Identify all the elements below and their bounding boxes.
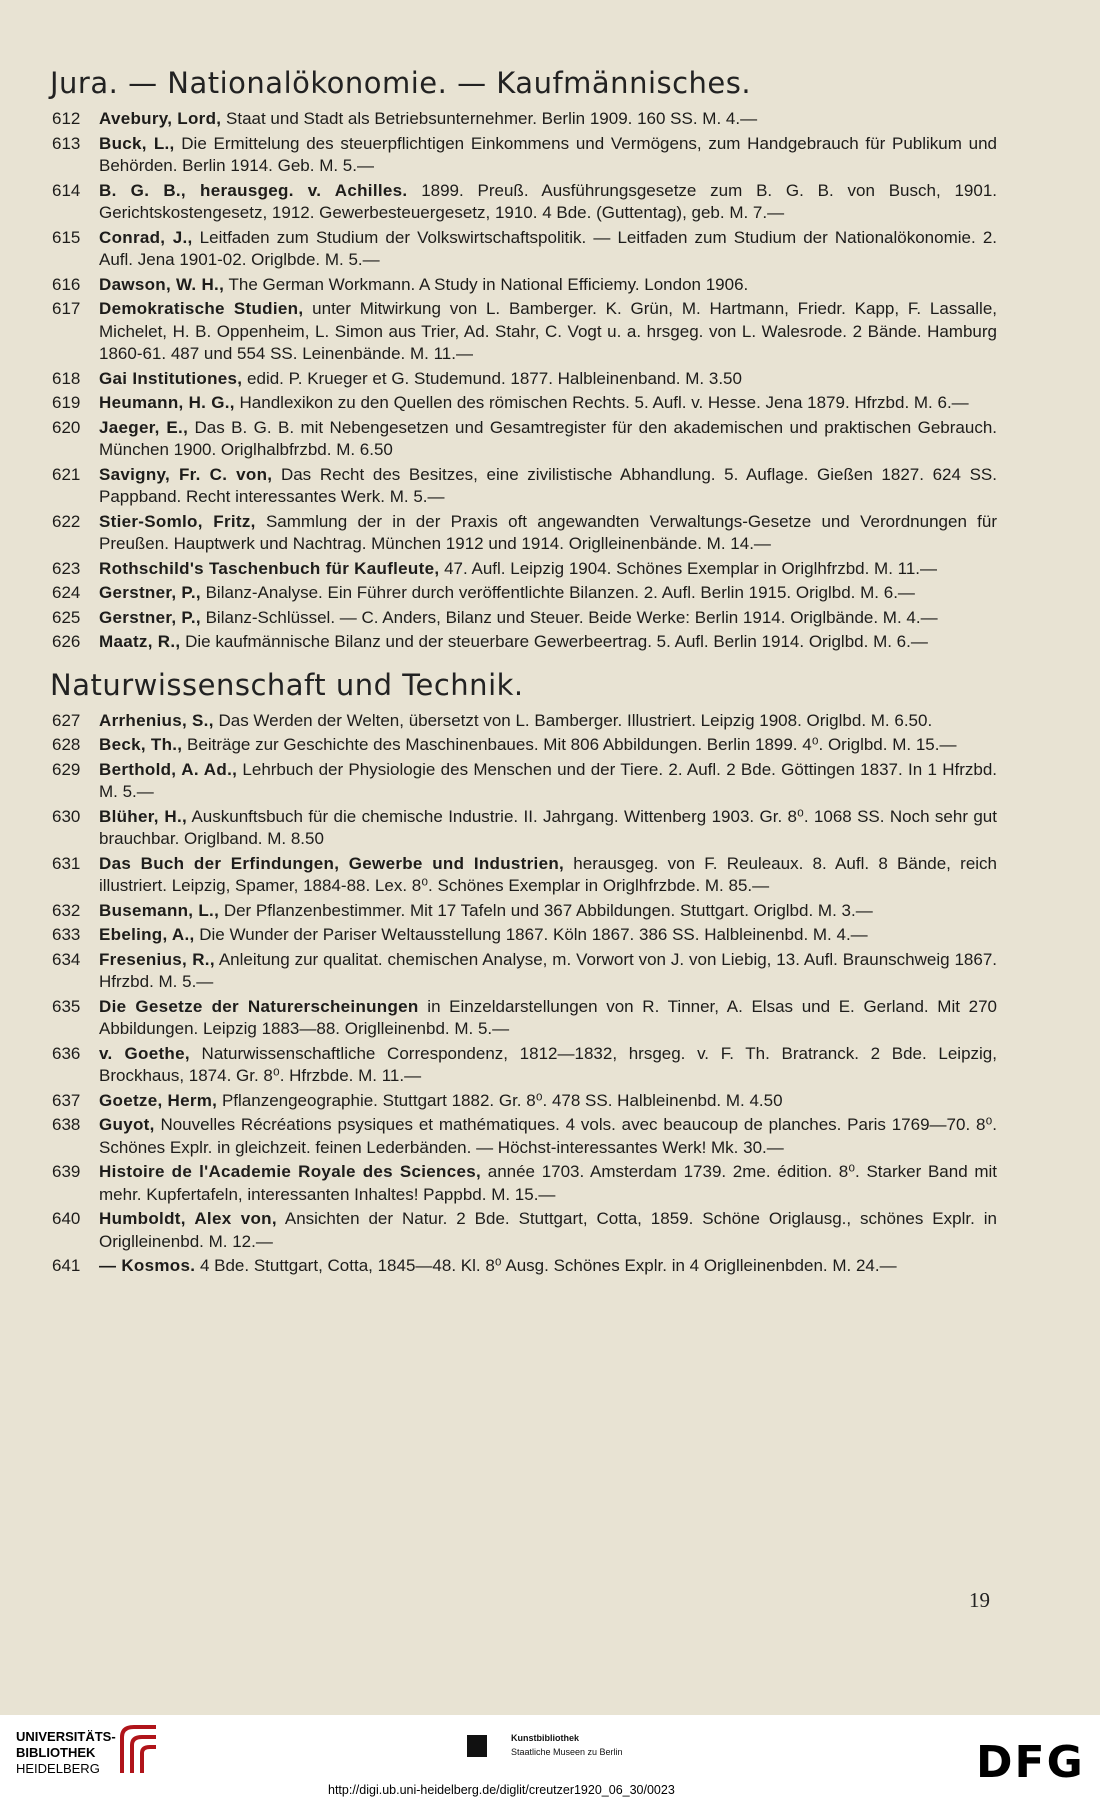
kb-line: Kunstbibliothek: [511, 1733, 579, 1743]
entry-description: in Einzeldarstellungen von R. Tinner, A. Elsas und E. Gerland. Mit 270 Abbildungen. Leipzig 1883—88. Origlleinenbd. M. 5.—: [99, 996, 998, 1038]
catalog-entry: [52, 949, 997, 994]
entry-number: 634: [52, 949, 81, 969]
catalog-entry: [52, 180, 997, 225]
entry-number: 629: [52, 759, 81, 779]
entry-description: Das Werden der Welten, übersetzt von L. Bamberger. Illustriert. Leipzig 1908. Origlbd. M. 6.50.: [213, 710, 933, 730]
entry-text: [99, 392, 997, 415]
entry-author: Heumann, H. G.,: [99, 393, 235, 412]
catalog-entry: [52, 368, 997, 391]
entry-description: Das B. G. B. mit Nebengesetzen und Gesamtregister für den akademischen und praktischen Gebrauch. München 1900. Origlhalbfrzbd. M. 6.50: [99, 417, 997, 459]
source-url[interactable]: http://digi.ub.uni-heidelberg.de/diglit/creutzer1920_06_30/0023: [328, 1783, 675, 1797]
entry-description: Staat und Stadt als Betriebsunternehmer. Berlin 1909. 160 SS. M. 4.—: [221, 109, 758, 128]
entry-author: Fresenius, R.,: [99, 949, 215, 969]
catalog-entry: [52, 392, 997, 415]
kunstbibliothek-mark-icon: [467, 1735, 487, 1757]
entry-author: Histoire de l'Academie Royale des Sciences,: [99, 1162, 482, 1181]
entry-description: 47. Aufl. Leipzig 1904. Schönes Exemplar in Origlhfrzbd. M. 11.—: [439, 558, 938, 578]
entry-number: 615: [52, 227, 81, 247]
entry-description: 1899. Preuß. Ausführungsgesetze zum B. G. B. von Busch, 1901. Gerichtskostengesetz, 1912. Gewerbesteuergesetz, 1910. 4 Bde. (Guttentag), geb. M. 7.—: [99, 180, 997, 222]
entry-author: Blüher, H.,: [99, 806, 188, 826]
catalog-entry: [52, 1255, 997, 1278]
entry-number: 612: [52, 109, 81, 128]
entry-author: Gerstner, P.,: [99, 607, 201, 627]
entry-description: herausgeg. von F. Reuleaux. 8. Aufl. 8 Bände, reich illustriert. Leipzig, Spamer, 1884-88. Lex. 8⁰. Schönes Exemplar in Origlhfrzbde. M. 85.—: [99, 853, 998, 895]
entry-text: [99, 368, 997, 391]
kb-line: Staatliche Museen zu Berlin: [511, 1747, 623, 1757]
entry-author: Humboldt, Alex von,: [99, 1209, 277, 1228]
entry-description: unter Mitwirkung von L. Bamberger. K. Grün, M. Hartmann, Friedr. Kapp, F. Lassalle, Michelet, H. B. Oppenheim, L. Simon aus Trier, Ad. Stahr, C. Vogt u. a. hrsgeg. von L. Walesrode. 2 Bände. Hamburg 1860-61. 487 und 554 SS. Leinenbände. M. 11.—: [99, 299, 998, 363]
catalog-entry: [52, 924, 997, 947]
entry-description: Die Ermittelung des steuerpflichtigen Einkommens und Vermögens, zum Handgebrauch für Publikum und Behörden. Berlin 1914. Geb. M. 5.—: [99, 133, 997, 175]
entry-text: [99, 853, 997, 898]
entry-description: Die kaufmännische Bilanz und der steuerbare Gewerbeertrag. 5. Aufl. Berlin 1914. Origlbd. M. 6.—: [180, 632, 928, 651]
entry-number: 627: [52, 710, 81, 730]
entry-author: Jaeger, E.,: [99, 417, 189, 437]
ub-emblem-icon: [116, 1723, 160, 1775]
dfg-logo: DFG: [976, 1737, 1085, 1788]
entry-text: [99, 734, 997, 757]
catalog-entry: [52, 1161, 997, 1206]
entry-text: [99, 464, 997, 509]
entry-author: Savigny, Fr. C. von,: [99, 464, 273, 484]
entry-author: Maatz, R.,: [99, 632, 181, 651]
entry-description: Das Recht des Besitzes, eine zivilistische Abhandlung. 5. Auflage. Gießen 1827. 624 SS. Pappband. Recht interessantes Werk. M. 5.—: [99, 464, 997, 506]
entry-author: Beck, Th.,: [99, 735, 183, 754]
entry-description: Naturwissenschaftliche Correspondenz, 1812—1832, hrsgeg. v. F. Th. Bratranck. 2 Bde. Leipzig, Brockhaus, 1874. Gr. 8⁰. Hfrzbde. M. 11.—: [99, 1043, 997, 1085]
ub-line: BIBLIOTHEK: [16, 1745, 96, 1760]
entry-author: Guyot,: [99, 1115, 155, 1134]
entry-number: 628: [52, 735, 81, 754]
entry-text: [99, 274, 997, 297]
entry-description: Anleitung zur qualitat. chemischen Analyse, m. Vorwort von J. von Liebig, 13. Aufl. Braunschweig 1867. Hfrzbd. M. 5.—: [99, 949, 997, 991]
entry-text: [99, 806, 997, 851]
entry-number: 613: [52, 133, 81, 153]
catalog-entry: [52, 900, 997, 923]
entry-description: Handlexikon zu den Quellen des römischen Rechts. 5. Aufl. v. Hesse. Jena 1879. Hfrzbd. M. 6.—: [234, 393, 969, 412]
entry-list: [52, 710, 997, 1278]
entry-description: Auskunftsbuch für die chemische Industrie. II. Jahrgang. Wittenberg 1903. Gr. 8⁰. 1068 SS. Noch sehr gut brauchbar. Origlband. M. 8.50: [99, 806, 997, 848]
entry-author: Das Buch der Erfindungen, Gewerbe und Industrien,: [99, 853, 565, 873]
catalog-entry: [52, 511, 997, 556]
catalog-entry: [52, 274, 997, 297]
ub-line: HEIDELBERG: [16, 1761, 100, 1776]
entry-author: Avebury, Lord,: [99, 109, 222, 128]
entry-number: 619: [52, 393, 81, 412]
entry-text: [99, 558, 997, 581]
entry-description: Ansichten der Natur. 2 Bde. Stuttgart, Cotta, 1859. Schöne Origlausg., schönes Explr. in Origlleinenbd. M. 12.—: [99, 1209, 997, 1251]
entry-text: [99, 631, 997, 654]
entry-number: 621: [52, 464, 81, 484]
entry-text: [99, 924, 997, 947]
catalog-entry: [52, 464, 997, 509]
entry-number: 625: [52, 607, 81, 627]
entry-text: [99, 511, 997, 556]
catalog-entry: [52, 417, 997, 462]
catalog-entry: [52, 759, 997, 804]
catalog-entry: [52, 631, 997, 654]
entry-description: 4 Bde. Stuttgart, Cotta, 1845—48. Kl. 8⁰ Ausg. Schönes Explr. in 4 Origlleinenbden. M. 24.—: [195, 1256, 897, 1275]
entry-description: Pflanzengeographie. Stuttgart 1882. Gr. 8⁰. 478 SS. Halbleinenbd. M. 4.50: [217, 1090, 783, 1110]
entry-description: The German Workmann. A Study in National Efficiemy. London 1906.: [224, 274, 749, 294]
entry-text: [99, 417, 997, 462]
catalog-entry: [52, 710, 997, 733]
entry-text: [99, 607, 997, 630]
entry-author: Gai Institutiones,: [99, 368, 243, 388]
section-law-economics: [52, 66, 997, 654]
entry-text: [99, 1090, 997, 1113]
entry-author: Arrhenius, S.,: [99, 710, 214, 730]
entry-author: B. G. B., herausgeg. v. Achilles.: [99, 180, 408, 200]
catalog-entry: [52, 1208, 997, 1253]
entry-text: [99, 1255, 997, 1278]
entry-text: [99, 900, 997, 923]
entry-text: [99, 710, 997, 733]
catalog-entry: [52, 582, 997, 605]
entry-text: [99, 759, 997, 804]
entry-text: [99, 180, 997, 225]
entry-author: Conrad, J.,: [99, 227, 193, 247]
entry-author: — Kosmos.: [99, 1256, 196, 1275]
entry-number: 641: [52, 1256, 81, 1275]
catalog-entry: [52, 133, 997, 178]
entry-number: 624: [52, 583, 81, 602]
catalog-entry: [52, 607, 997, 630]
entry-number: 631: [52, 853, 81, 873]
entry-number: 633: [52, 925, 81, 944]
entry-number: 630: [52, 806, 81, 826]
entry-number: 618: [52, 368, 81, 388]
catalog-entry: [52, 1090, 997, 1113]
entry-author: Stier-Somlo, Fritz,: [99, 511, 256, 531]
entry-description: Beiträge zur Geschichte des Maschinenbaues. Mit 806 Abbildungen. Berlin 1899. 4⁰. Origlbd. M. 15.—: [182, 735, 957, 754]
entry-description: edid. P. Krueger et G. Studemund. 1877. Halbleinenband. M. 3.50: [242, 368, 742, 388]
entry-text: [99, 1114, 997, 1159]
catalog-entry: [52, 734, 997, 757]
entry-author: v. Goethe,: [99, 1043, 190, 1063]
entry-text: [99, 227, 997, 272]
entry-number: 636: [52, 1043, 81, 1063]
entry-description: Der Pflanzenbestimmer. Mit 17 Tafeln und 367 Abbildungen. Stuttgart. Origlbd. M. 3.—: [219, 900, 873, 920]
entry-text: [99, 1161, 997, 1206]
entry-description: Die Wunder der Pariser Weltausstellung 1867. Köln 1867. 386 SS. Halbleinenbd. M. 4.—: [194, 925, 868, 944]
entry-text: [99, 949, 997, 994]
catalog-entry: [52, 1114, 997, 1159]
entry-author: Ebeling, A.,: [99, 925, 195, 944]
entry-author: Buck, L.,: [99, 133, 175, 153]
catalog-content: [52, 66, 997, 1280]
entry-author: Gerstner, P.,: [99, 583, 201, 602]
entry-author: Goetze, Herm,: [99, 1090, 218, 1110]
footer-bar: [0, 1715, 1100, 1802]
catalog-entry: [52, 853, 997, 898]
entry-author: Busemann, L.,: [99, 900, 220, 920]
entry-description: Sammlung der in der Praxis oft angewandten Verwaltungs-Gesetze und Verordnungen für Preußen. Hauptwerk und Nachtrag. München 1912 und 1914. Origlleinenbände. M. 14.—: [99, 511, 997, 553]
catalog-entry: [52, 298, 997, 366]
entry-author: Rothschild's Taschenbuch für Kaufleute,: [99, 558, 440, 578]
entry-number: 620: [52, 417, 81, 437]
entry-description: Bilanz-Schlüssel. — C. Anders, Bilanz und Steuer. Beide Werke: Berlin 1914. Origlbände. M. 4.—: [200, 607, 938, 627]
ub-heidelberg-logo: [16, 1729, 116, 1777]
entry-number: 635: [52, 996, 81, 1016]
entry-list: [52, 108, 997, 654]
entry-text: [99, 996, 997, 1041]
kunstbibliothek-text: [511, 1731, 623, 1759]
catalog-entry: [52, 558, 997, 581]
entry-description: année 1703. Amsterdam 1739. 2me. édition. 8⁰. Starker Band mit mehr. Kupfertafeln, interessanten Inhaltes! Pappbd. M. 15.—: [99, 1162, 998, 1204]
entry-number: 616: [52, 274, 81, 294]
entry-author: Berthold, A. Ad.,: [99, 759, 238, 779]
entry-number: 626: [52, 632, 81, 651]
entry-text: [99, 582, 997, 605]
catalog-entry: [52, 1043, 997, 1088]
entry-author: Die Gesetze der Naturerscheinungen: [99, 996, 419, 1016]
entry-text: [99, 298, 997, 366]
entry-number: 614: [52, 180, 81, 200]
entry-description: Leitfaden zum Studium der Volkswirtschaftspolitik. — Leitfaden zum Studium der Nationalökonomie. 2. Aufl. Jena 1901-02. Origlbde. M. 5.—: [99, 227, 997, 269]
entry-description: Bilanz-Analyse. Ein Führer durch veröffentlichte Bilanzen. 2. Aufl. Berlin 1915. Origlbd. M. 6.—: [200, 583, 915, 602]
entry-number: 623: [52, 558, 81, 578]
entry-description: Nouvelles Récréations psysiques et mathématiques. 4 vols. avec beaucoup de planches. Paris 1769—70. 8⁰. Schönes Explr. in gleichzeit. feinen Lederbänden. — Höchst-interessantes Werk! Mk. 30.—: [99, 1115, 997, 1157]
entry-number: 639: [52, 1162, 81, 1181]
entry-text: [99, 108, 997, 131]
section-title: Naturwissenschaft und Technik.: [50, 667, 524, 702]
catalog-entry: [52, 227, 997, 272]
catalog-entry: [52, 108, 997, 131]
section-science-technology: [52, 668, 997, 1278]
entry-text: [99, 1208, 997, 1253]
catalog-entry: [52, 806, 997, 851]
entry-number: 622: [52, 511, 81, 531]
entry-description: Lehrbuch der Physiologie des Menschen und der Tiere. 2. Aufl. 2 Bde. Göttingen 1837. In 1 Hfrzbd. M. 5.—: [99, 759, 998, 801]
entry-number: 637: [52, 1090, 81, 1110]
entry-number: 640: [52, 1209, 81, 1228]
ub-line: UNIVERSITÄTS-: [16, 1729, 116, 1744]
entry-number: 617: [52, 299, 81, 318]
page-number: 19: [969, 1588, 990, 1612]
entry-number: 632: [52, 900, 81, 920]
entry-author: Dawson, W. H.,: [99, 274, 225, 294]
section-title: Jura. — Nationalökonomie. — Kaufmännisches.: [50, 66, 752, 100]
entry-author: Demokratische Studien,: [99, 299, 304, 318]
catalog-entry: [52, 996, 997, 1041]
entry-text: [99, 133, 997, 178]
entry-number: 638: [52, 1115, 81, 1134]
entry-text: [99, 1043, 997, 1088]
